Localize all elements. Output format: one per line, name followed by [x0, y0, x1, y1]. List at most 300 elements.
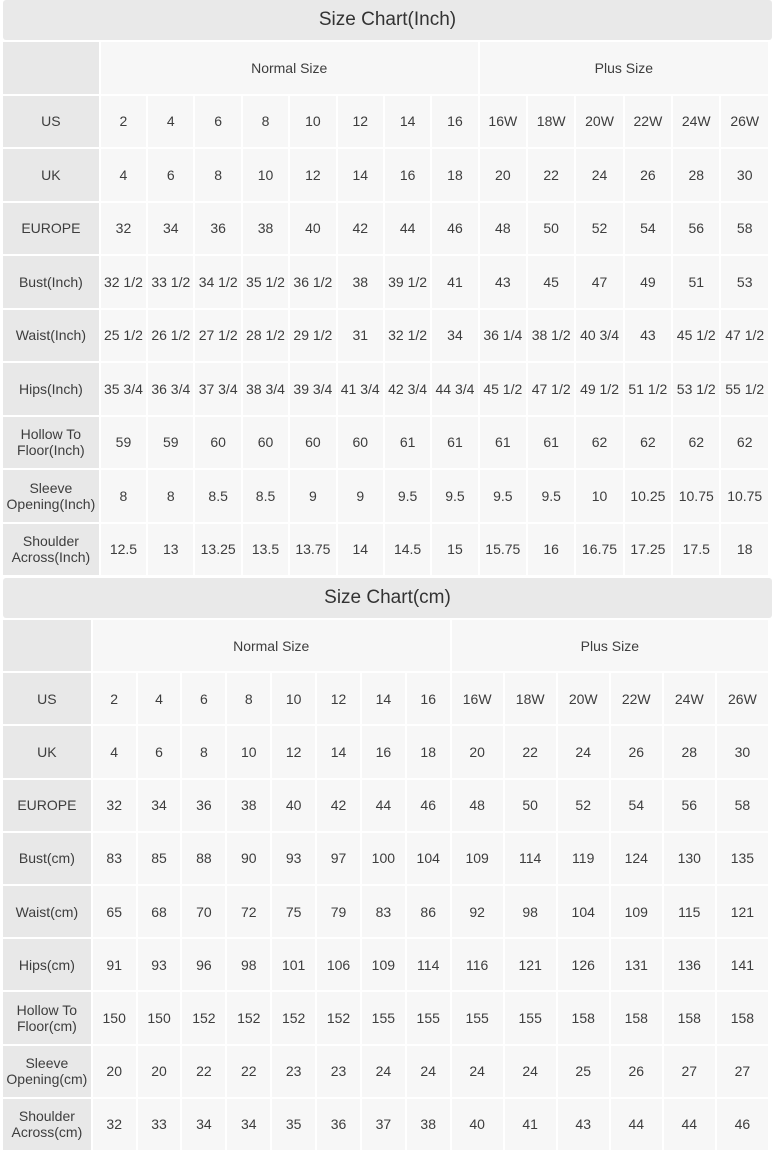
table-row — [3, 524, 768, 576]
table-cell: 126 — [558, 939, 609, 990]
table-cell: 42 — [338, 203, 383, 255]
table-cell: 16W — [480, 96, 526, 148]
table-cell: 16 — [432, 96, 477, 148]
table-cell: 10 — [290, 96, 335, 148]
table-cell: 16 — [362, 726, 405, 777]
size-chart-cm — [3, 578, 772, 1152]
table-cell: 60 — [290, 417, 335, 469]
table-cell: 83 — [93, 833, 136, 884]
table-cell: 33 — [138, 1099, 181, 1150]
table-cell: 36 — [182, 780, 225, 831]
table-cell: 59 — [101, 417, 146, 469]
table-cell: 121 — [717, 886, 768, 937]
table-cell: 43 — [558, 1099, 609, 1150]
table-cell: 135 — [717, 833, 768, 884]
table-cell: 109 — [362, 939, 405, 990]
table-cell: 38 3/4 — [243, 363, 288, 415]
table-cell: 72 — [227, 886, 270, 937]
table-cell: 10 — [243, 149, 288, 201]
table-cell: 109 — [611, 886, 662, 937]
table-cell: 47 1/2 — [721, 310, 768, 362]
table-cell: 56 — [664, 780, 715, 831]
table-cell: 158 — [664, 992, 715, 1043]
table-cell: 20W — [576, 96, 622, 148]
table-cell: 90 — [227, 833, 270, 884]
table-cell: 92 — [452, 886, 503, 937]
table-cell: 86 — [407, 886, 450, 937]
table-cell: 116 — [452, 939, 503, 990]
table-row — [3, 939, 768, 990]
table-cell: 20 — [480, 149, 526, 201]
table-cell: 155 — [505, 992, 556, 1043]
table-cell: 46 — [407, 780, 450, 831]
table-cell: 35 1/2 — [243, 256, 288, 308]
table-cell: 27 — [664, 1046, 715, 1097]
table-cell: 104 — [407, 833, 450, 884]
table-cell: 45 1/2 — [480, 363, 526, 415]
table-cell: 8 — [227, 673, 270, 724]
table-cell: 28 — [673, 149, 719, 201]
table-cell: 44 3/4 — [432, 363, 477, 415]
table-cell: 40 3/4 — [576, 310, 622, 362]
table-cell: 16 — [407, 673, 450, 724]
table-cell: 104 — [558, 886, 609, 937]
table-cell: 38 1/2 — [528, 310, 574, 362]
table-cell: 58 — [721, 203, 768, 255]
table-row — [3, 417, 768, 469]
table-cell: 40 — [272, 780, 315, 831]
table-cell: 83 — [362, 886, 405, 937]
table-cell: 6 — [148, 149, 193, 201]
table-row — [3, 886, 768, 937]
table-cell: 51 1/2 — [625, 363, 671, 415]
table-cell: 23 — [317, 1046, 360, 1097]
table-cell: 61 — [432, 417, 477, 469]
table-cell: 22W — [611, 673, 662, 724]
table-cell: 136 — [664, 939, 715, 990]
table-cell: 10.75 — [721, 470, 768, 522]
corner-cell — [3, 620, 91, 671]
table-cell: 14 — [338, 524, 383, 576]
table-cell: 24 — [407, 1046, 450, 1097]
table-cell: 4 — [138, 673, 181, 724]
table-cell: 30 — [721, 149, 768, 201]
table-cell: 26W — [717, 673, 768, 724]
row-label: Shoulder Across(Inch) — [3, 524, 99, 576]
table-cell: 10 — [227, 726, 270, 777]
table-cell: 35 — [272, 1099, 315, 1150]
table-cell: 6 — [182, 673, 225, 724]
table-cell: 44 — [362, 780, 405, 831]
table-cell: 4 — [101, 149, 146, 201]
table-cell: 47 1/2 — [528, 363, 574, 415]
table-cell: 34 — [182, 1099, 225, 1150]
table-cell: 26 — [625, 149, 671, 201]
table-cell: 79 — [317, 886, 360, 937]
table-cell: 25 — [558, 1046, 609, 1097]
table-cell: 35 3/4 — [101, 363, 146, 415]
table-cell: 29 1/2 — [290, 310, 335, 362]
table-cell: 38 — [338, 256, 383, 308]
table-cell: 60 — [243, 417, 288, 469]
table-cell: 141 — [717, 939, 768, 990]
table-cell: 12 — [317, 673, 360, 724]
table-cell: 155 — [362, 992, 405, 1043]
table-cell: 75 — [272, 886, 315, 937]
table-cell: 32 1/2 — [101, 256, 146, 308]
table-cell: 36 — [195, 203, 240, 255]
table-cell: 46 — [432, 203, 477, 255]
table-cell: 25 1/2 — [101, 310, 146, 362]
size-table-inch-body — [3, 42, 768, 575]
table-cell: 9 — [338, 470, 383, 522]
table-cell: 23 — [272, 1046, 315, 1097]
table-cell: 53 — [721, 256, 768, 308]
table-cell: 2 — [101, 96, 146, 148]
row-label: Hips(cm) — [3, 939, 91, 990]
table-row — [3, 149, 768, 201]
table-cell: 8.5 — [243, 470, 288, 522]
table-row — [3, 1046, 768, 1097]
table-cell: 152 — [182, 992, 225, 1043]
table-cell: 24 — [576, 149, 622, 201]
table-cell: 18W — [528, 96, 574, 148]
table-cell: 8 — [148, 470, 193, 522]
table-cell: 24W — [673, 96, 719, 148]
table-cell: 36 3/4 — [148, 363, 193, 415]
table-cell: 62 — [576, 417, 622, 469]
table-cell: 13.5 — [243, 524, 288, 576]
row-label: EUROPE — [3, 780, 91, 831]
table-cell: 20W — [558, 673, 609, 724]
table-cell: 40 — [290, 203, 335, 255]
table-cell: 24 — [558, 726, 609, 777]
table-cell: 114 — [505, 833, 556, 884]
table-cell: 34 1/2 — [195, 256, 240, 308]
size-table-cm — [1, 618, 770, 1152]
table-cell: 37 — [362, 1099, 405, 1150]
row-label: Bust(cm) — [3, 833, 91, 884]
table-cell: 12 — [290, 149, 335, 201]
table-cell: 54 — [611, 780, 662, 831]
table-cell: 32 — [93, 1099, 136, 1150]
row-label: Hollow To Floor(Inch) — [3, 417, 99, 469]
table-cell: 106 — [317, 939, 360, 990]
table-cell: 9.5 — [385, 470, 430, 522]
table-cell: 41 — [505, 1099, 556, 1150]
table-cell: 50 — [528, 203, 574, 255]
table-cell: 14.5 — [385, 524, 430, 576]
table-cell: 115 — [664, 886, 715, 937]
row-label: Shoulder Across(cm) — [3, 1099, 91, 1150]
table-row — [3, 780, 768, 831]
table-cell: 27 1/2 — [195, 310, 240, 362]
table-cell: 53 1/2 — [673, 363, 719, 415]
table-cell: 96 — [182, 939, 225, 990]
table-cell: 16 — [385, 149, 430, 201]
table-cell: 158 — [558, 992, 609, 1043]
table-cell: 55 1/2 — [721, 363, 768, 415]
table-cell: 8 — [243, 96, 288, 148]
table-cell: 20 — [138, 1046, 181, 1097]
table-cell: 16 — [528, 524, 574, 576]
table-cell: 32 — [93, 780, 136, 831]
table-cell: 10 — [576, 470, 622, 522]
table-cell: 152 — [317, 992, 360, 1043]
table-row — [3, 96, 768, 148]
table-cell: 18 — [407, 726, 450, 777]
table-cell: 20 — [452, 726, 503, 777]
table-cell: 10.25 — [625, 470, 671, 522]
table-cell: 14 — [385, 96, 430, 148]
table-cell: 155 — [407, 992, 450, 1043]
table-cell: 61 — [528, 417, 574, 469]
table-cell: 9.5 — [480, 470, 526, 522]
table-cell: 17.25 — [625, 524, 671, 576]
table-cell: 150 — [138, 992, 181, 1043]
table-cell: 8 — [101, 470, 146, 522]
row-label: US — [3, 96, 99, 148]
table-cell: 12 — [338, 96, 383, 148]
table-row — [3, 673, 768, 724]
table-cell: 46 — [717, 1099, 768, 1150]
corner-cell — [3, 42, 99, 94]
table-cell: 38 — [243, 203, 288, 255]
table-cell: 18W — [505, 673, 556, 724]
table-row — [3, 470, 768, 522]
row-label: Waist(Inch) — [3, 310, 99, 362]
table-cell: 26 1/2 — [148, 310, 193, 362]
table-cell: 49 1/2 — [576, 363, 622, 415]
chart-title-cm: Size Chart(cm) — [3, 578, 772, 618]
table-cell: 59 — [148, 417, 193, 469]
table-cell: 48 — [452, 780, 503, 831]
table-cell: 26W — [721, 96, 768, 148]
table-cell: 16.75 — [576, 524, 622, 576]
table-cell: 15.75 — [480, 524, 526, 576]
table-cell: 28 — [664, 726, 715, 777]
table-cell: 2 — [93, 673, 136, 724]
table-cell: 6 — [138, 726, 181, 777]
row-label: EUROPE — [3, 203, 99, 255]
table-cell: 158 — [611, 992, 662, 1043]
table-cell: 9.5 — [528, 470, 574, 522]
table-cell: 13.75 — [290, 524, 335, 576]
table-cell: 13 — [148, 524, 193, 576]
table-cell: 4 — [93, 726, 136, 777]
table-cell: 62 — [673, 417, 719, 469]
table-row — [3, 310, 768, 362]
table-cell: 24 — [505, 1046, 556, 1097]
table-cell: 54 — [625, 203, 671, 255]
size-group-header: Plus Size — [480, 42, 768, 94]
table-row — [3, 256, 768, 308]
table-cell: 119 — [558, 833, 609, 884]
table-cell: 42 3/4 — [385, 363, 430, 415]
table-cell: 22 — [227, 1046, 270, 1097]
table-cell: 34 — [432, 310, 477, 362]
group-header-row — [3, 620, 768, 671]
table-cell: 6 — [195, 96, 240, 148]
table-cell: 41 — [432, 256, 477, 308]
table-cell: 58 — [717, 780, 768, 831]
table-cell: 33 1/2 — [148, 256, 193, 308]
table-cell: 43 — [625, 310, 671, 362]
row-label: Waist(cm) — [3, 886, 91, 937]
table-row — [3, 992, 768, 1043]
table-cell: 37 3/4 — [195, 363, 240, 415]
table-cell: 56 — [673, 203, 719, 255]
table-cell: 62 — [625, 417, 671, 469]
table-cell: 4 — [148, 96, 193, 148]
table-cell: 61 — [385, 417, 430, 469]
table-cell: 10.75 — [673, 470, 719, 522]
table-cell: 52 — [558, 780, 609, 831]
table-cell: 14 — [317, 726, 360, 777]
table-cell: 36 1/2 — [290, 256, 335, 308]
table-cell: 31 — [338, 310, 383, 362]
row-label: Sleeve Opening(cm) — [3, 1046, 91, 1097]
table-cell: 47 — [576, 256, 622, 308]
chart-title-inch: Size Chart(Inch) — [3, 0, 772, 40]
table-cell: 30 — [717, 726, 768, 777]
table-cell: 150 — [93, 992, 136, 1043]
table-cell: 22 — [528, 149, 574, 201]
table-cell: 38 — [227, 780, 270, 831]
table-cell: 39 3/4 — [290, 363, 335, 415]
table-cell: 14 — [362, 673, 405, 724]
table-cell: 14 — [338, 149, 383, 201]
table-cell: 15 — [432, 524, 477, 576]
row-label: Bust(Inch) — [3, 256, 99, 308]
table-row — [3, 363, 768, 415]
table-cell: 24 — [362, 1046, 405, 1097]
table-cell: 158 — [717, 992, 768, 1043]
row-label: UK — [3, 726, 91, 777]
table-cell: 32 1/2 — [385, 310, 430, 362]
row-label: UK — [3, 149, 99, 201]
size-chart-inch — [3, 0, 772, 577]
row-label: Hips(Inch) — [3, 363, 99, 415]
table-cell: 22 — [505, 726, 556, 777]
table-cell: 40 — [452, 1099, 503, 1150]
row-label: US — [3, 673, 91, 724]
size-table-cm-body — [3, 620, 768, 1150]
table-cell: 41 3/4 — [338, 363, 383, 415]
table-cell: 8 — [182, 726, 225, 777]
table-cell: 52 — [576, 203, 622, 255]
table-cell: 12.5 — [101, 524, 146, 576]
table-cell: 36 — [317, 1099, 360, 1150]
table-cell: 98 — [227, 939, 270, 990]
table-cell: 24 — [452, 1046, 503, 1097]
table-cell: 27 — [717, 1046, 768, 1097]
table-cell: 88 — [182, 833, 225, 884]
table-cell: 44 — [664, 1099, 715, 1150]
table-cell: 43 — [480, 256, 526, 308]
table-cell: 20 — [93, 1046, 136, 1097]
table-cell: 32 — [101, 203, 146, 255]
table-cell: 17.5 — [673, 524, 719, 576]
size-group-header: Plus Size — [452, 620, 768, 671]
table-cell: 93 — [272, 833, 315, 884]
table-cell: 34 — [148, 203, 193, 255]
table-cell: 9.5 — [432, 470, 477, 522]
table-cell: 85 — [138, 833, 181, 884]
table-cell: 16W — [452, 673, 503, 724]
table-cell: 18 — [432, 149, 477, 201]
table-cell: 114 — [407, 939, 450, 990]
row-label: Hollow To Floor(cm) — [3, 992, 91, 1043]
table-cell: 48 — [480, 203, 526, 255]
table-cell: 50 — [505, 780, 556, 831]
size-group-header: Normal Size — [101, 42, 478, 94]
table-cell: 61 — [480, 417, 526, 469]
table-cell: 109 — [452, 833, 503, 884]
table-cell: 91 — [93, 939, 136, 990]
table-cell: 34 — [138, 780, 181, 831]
table-cell: 60 — [338, 417, 383, 469]
table-cell: 97 — [317, 833, 360, 884]
table-cell: 60 — [195, 417, 240, 469]
table-cell: 22 — [182, 1046, 225, 1097]
table-cell: 51 — [673, 256, 719, 308]
table-cell: 8 — [195, 149, 240, 201]
table-cell: 65 — [93, 886, 136, 937]
table-cell: 9 — [290, 470, 335, 522]
table-cell: 131 — [611, 939, 662, 990]
table-cell: 68 — [138, 886, 181, 937]
table-cell: 45 1/2 — [673, 310, 719, 362]
table-cell: 12 — [272, 726, 315, 777]
table-cell: 13.25 — [195, 524, 240, 576]
table-cell: 45 — [528, 256, 574, 308]
table-cell: 28 1/2 — [243, 310, 288, 362]
table-cell: 26 — [611, 1046, 662, 1097]
table-cell: 121 — [505, 939, 556, 990]
table-cell: 70 — [182, 886, 225, 937]
table-cell: 34 — [227, 1099, 270, 1150]
table-cell: 98 — [505, 886, 556, 937]
table-row — [3, 203, 768, 255]
table-cell: 152 — [272, 992, 315, 1043]
table-cell: 18 — [721, 524, 768, 576]
table-cell: 26 — [611, 726, 662, 777]
table-cell: 24W — [664, 673, 715, 724]
table-cell: 62 — [721, 417, 768, 469]
table-cell: 130 — [664, 833, 715, 884]
size-table-inch — [1, 40, 770, 577]
table-cell: 22W — [625, 96, 671, 148]
table-cell: 38 — [407, 1099, 450, 1150]
table-cell: 10 — [272, 673, 315, 724]
table-cell: 44 — [611, 1099, 662, 1150]
table-row — [3, 1099, 768, 1150]
group-header-row — [3, 42, 768, 94]
row-label: Sleeve Opening(Inch) — [3, 470, 99, 522]
table-cell: 124 — [611, 833, 662, 884]
table-cell: 49 — [625, 256, 671, 308]
table-cell: 8.5 — [195, 470, 240, 522]
table-cell: 100 — [362, 833, 405, 884]
table-row — [3, 726, 768, 777]
table-cell: 93 — [138, 939, 181, 990]
table-cell: 101 — [272, 939, 315, 990]
size-group-header: Normal Size — [93, 620, 450, 671]
table-cell: 155 — [452, 992, 503, 1043]
table-cell: 152 — [227, 992, 270, 1043]
table-cell: 36 1/4 — [480, 310, 526, 362]
